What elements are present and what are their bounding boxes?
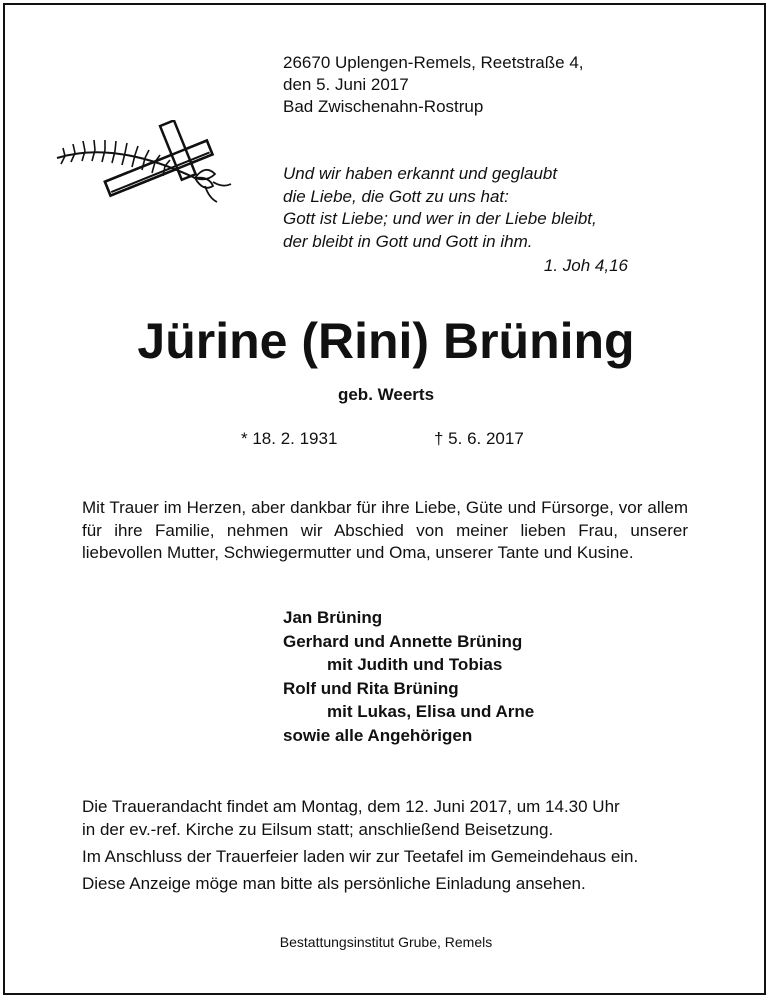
mourning-message: Mit Trauer im Herzen, aber dankbar für ihre Liebe, Güte und Fürsorge, vor allem für ihre Familie, nehmen wir Abschied von meiner lieben Frau, unserer liebevollen Mutter, Schwiegermutter und Oma, unserer Tante und Kusine. (82, 498, 688, 562)
notice-line: in der ev.-ref. Kirche zu Eilsum statt; anschließend Beisetzung. (82, 820, 554, 839)
family-line: mit Lukas, Elisa und Arne (327, 702, 535, 721)
address-line-2: den 5. Juni 2017 (283, 75, 409, 94)
family-signatories (283, 606, 534, 747)
verse-line: der bleibt in Gott und Gott in ihm. (283, 231, 533, 251)
death-date: † 5. 6. 2017 (434, 429, 524, 448)
address-line-3: Bad Zwischenahn-Rostrup (283, 97, 484, 116)
deceased-name: Jürine (Rini) Brüning (137, 313, 635, 369)
family-line: Gerhard und Annette Brüning (283, 631, 523, 651)
family-line: sowie alle Angehörigen (283, 725, 473, 745)
sender-address (283, 52, 584, 118)
cross-with-palm-branch-icon (55, 120, 240, 212)
maiden-name: geb. Weerts (337, 385, 435, 404)
family-line: Rolf und Rita Brüning (283, 678, 459, 698)
bible-verse (283, 163, 597, 253)
notice-line: Die Trauerandacht findet am Montag, dem 12. Juni 2017, um 14.30 Uhr (82, 797, 620, 816)
family-line: Jan Brüning (283, 608, 383, 627)
verse-line: Gott ist Liebe; und wer in der Liebe bleibt, (283, 209, 597, 228)
notice-line: Im Anschluss der Trauerfeier laden wir zur Teetafel im Gemeindehaus ein. (82, 847, 639, 866)
verse-reference: 1. Joh 4,16 (543, 256, 628, 275)
funeral-home: Bestattungsinstitut Grube, Remels (279, 934, 493, 950)
verse-line: Und wir haben erkannt und geglaubt (283, 164, 558, 183)
address-line-1: 26670 Uplengen-Remels, Reetstraße 4, (283, 53, 584, 72)
verse-line: die Liebe, die Gott zu uns hat: (283, 186, 509, 206)
birth-date: * 18. 2. 1931 (241, 429, 338, 448)
service-notice (82, 795, 638, 895)
notice-line: Diese Anzeige möge man bitte als persönliche Einladung ansehen. (82, 874, 586, 893)
family-line: mit Judith und Tobias (327, 655, 503, 674)
